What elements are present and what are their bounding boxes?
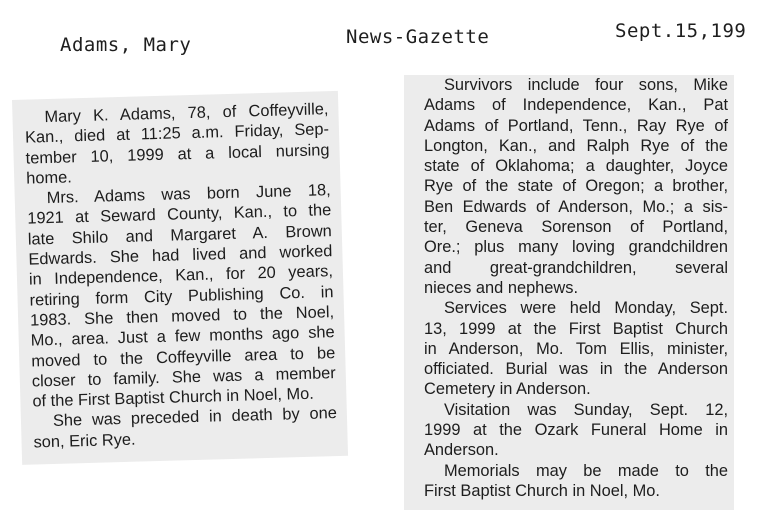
text-line: ter, Geneva Sorenson of Portland,: [424, 218, 728, 237]
obituary-paragraph: [26, 180, 336, 412]
text-line: Memorials may be made to the: [444, 461, 728, 480]
text-line: Adams of Independence, Kan., Pat: [424, 96, 728, 115]
text-line: late Shilo and Margaret A. Brown: [27, 221, 333, 249]
obituary-paragraph: [424, 298, 728, 399]
text-line: retiring form City Publishing Co. in: [29, 282, 334, 310]
obituary-clipping-right: [404, 75, 734, 510]
text-line: 1983. She then moved to the Noel,: [29, 303, 335, 330]
text-line: Visitation was Sunday, Sept. 12,: [444, 400, 728, 419]
text-line: Services were held Monday, Sept.: [444, 299, 728, 318]
text-line: moved to the Coffeyville area to be: [31, 343, 336, 371]
obituary-paragraph: [24, 99, 330, 189]
text-line: Edwards. She had lived and worked: [28, 242, 333, 269]
text-line: Cemetery in Anderson.: [424, 380, 591, 399]
text-line: Mo., area. Just a few months ago she: [30, 323, 335, 350]
text-line: son, Eric Rye.: [33, 430, 136, 452]
obituary-paragraph: [424, 461, 728, 502]
obituary-paragraph: [424, 75, 728, 298]
obituary-paragraph: [424, 400, 728, 461]
text-line: home.: [25, 168, 72, 188]
text-line: She was preceded in death by one: [52, 404, 338, 431]
publication-date-header: Sept.15,199: [615, 20, 747, 42]
text-line: Anderson.: [424, 441, 499, 460]
text-line: 1921 at Seward County, Kan., to the: [27, 201, 332, 229]
text-line: Survivors include four sons, Mike: [444, 76, 728, 94]
text-line: Ore.; plus many loving grandchildren: [424, 238, 728, 257]
text-line: 1999 at the Ozark Funeral Home in: [424, 421, 728, 440]
newspaper-name-header: News-Gazette: [346, 26, 490, 48]
text-line: nieces and nephews.: [424, 278, 578, 297]
text-line: and great-grandchildren, several: [424, 258, 728, 277]
text-line: Mary K. Adams, 78, of Coffeyville,: [44, 100, 329, 127]
text-line: Kan., died at 11:25 a.m. Friday, Sep-: [24, 120, 330, 147]
obituary-clipping-left: [12, 91, 348, 465]
text-line: Longton, Kan., and Ralph Rye of the: [424, 136, 728, 155]
text-line: officiated. Burial was in the Anderson: [424, 360, 728, 379]
text-line: of the First Baptist Church in Noel, Mo.: [32, 384, 315, 411]
text-line: First Baptist Church in Noel, Mo.: [424, 481, 660, 500]
text-line: Rye of the state of Oregon; a brother,: [424, 177, 728, 196]
obituary-name-header: Adams, Mary: [60, 34, 192, 56]
text-line: tember 10, 1999 at a local nursing: [25, 140, 330, 168]
text-line: closer to family. She was a member: [31, 363, 336, 391]
text-line: in Anderson, Mo. Tom Ellis, minister,: [424, 339, 728, 358]
text-line: Mrs. Adams was born June 18,: [46, 181, 331, 208]
text-line: state of Oklahoma; a daughter, Joyce: [424, 157, 728, 176]
text-line: Adams of Portland, Tenn., Ray Rye of: [424, 116, 728, 135]
text-line: Ben Edwards of Anderson, Mo.; a sis-: [424, 197, 728, 216]
text-line: 13, 1999 at the First Baptist Church: [424, 319, 728, 338]
text-line: in Independence, Kan., for 20 years,: [28, 262, 334, 289]
obituary-paragraph: [33, 404, 338, 453]
